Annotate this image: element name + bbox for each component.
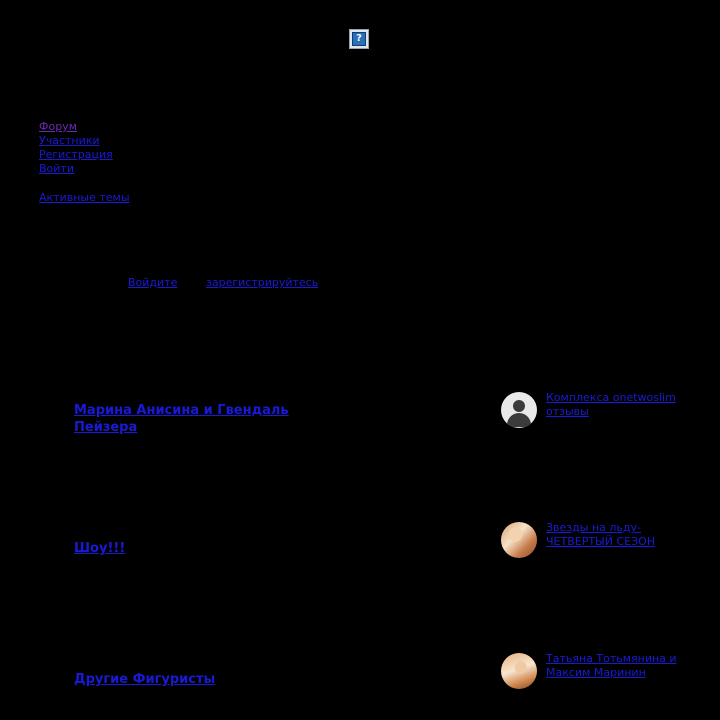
nav-active-topics-link[interactable]: Активные темы	[39, 191, 130, 204]
user-photo-avatar[interactable]	[501, 653, 537, 689]
default-user-icon[interactable]	[501, 392, 537, 428]
user-photo-avatar[interactable]	[501, 522, 537, 558]
forum-title-link[interactable]: Шоу!!!	[74, 541, 126, 556]
latest-post	[501, 522, 681, 558]
latest-post-link[interactable]: Татьяна Тотьмянина и Максим Маринин	[546, 652, 677, 679]
nav-login-link[interactable]: Войти	[39, 162, 74, 175]
main-nav	[39, 120, 130, 205]
latest-post-link[interactable]: Звезды на льду- ЧЕТВЕРТЫЙ СЕЗОН	[546, 521, 656, 548]
question-mark-icon: ?	[352, 32, 366, 46]
forum-title-link[interactable]: Другие Фигуристы	[74, 672, 216, 687]
nav-register-link[interactable]: Регистрация	[39, 148, 113, 161]
latest-post	[501, 392, 681, 428]
nav-forum-link[interactable]: Форум	[39, 120, 77, 133]
login-prompt-register-link[interactable]: зарегистрируйтесь	[206, 276, 319, 289]
site-logo[interactable]	[349, 29, 369, 49]
avatar-head-shape	[513, 400, 525, 412]
latest-post-link[interactable]: Комплекса onetwoslim отзывы	[546, 391, 676, 418]
avatar-shoulders-shape	[507, 413, 531, 427]
forum-title-link[interactable]: Марина Анисина и Гвендаль Пейзера	[74, 403, 289, 435]
latest-post	[501, 653, 681, 689]
login-prompt-login-link[interactable]: Войдите	[128, 276, 178, 289]
nav-members-link[interactable]: Участники	[39, 134, 100, 147]
nav-spacer	[39, 176, 130, 191]
